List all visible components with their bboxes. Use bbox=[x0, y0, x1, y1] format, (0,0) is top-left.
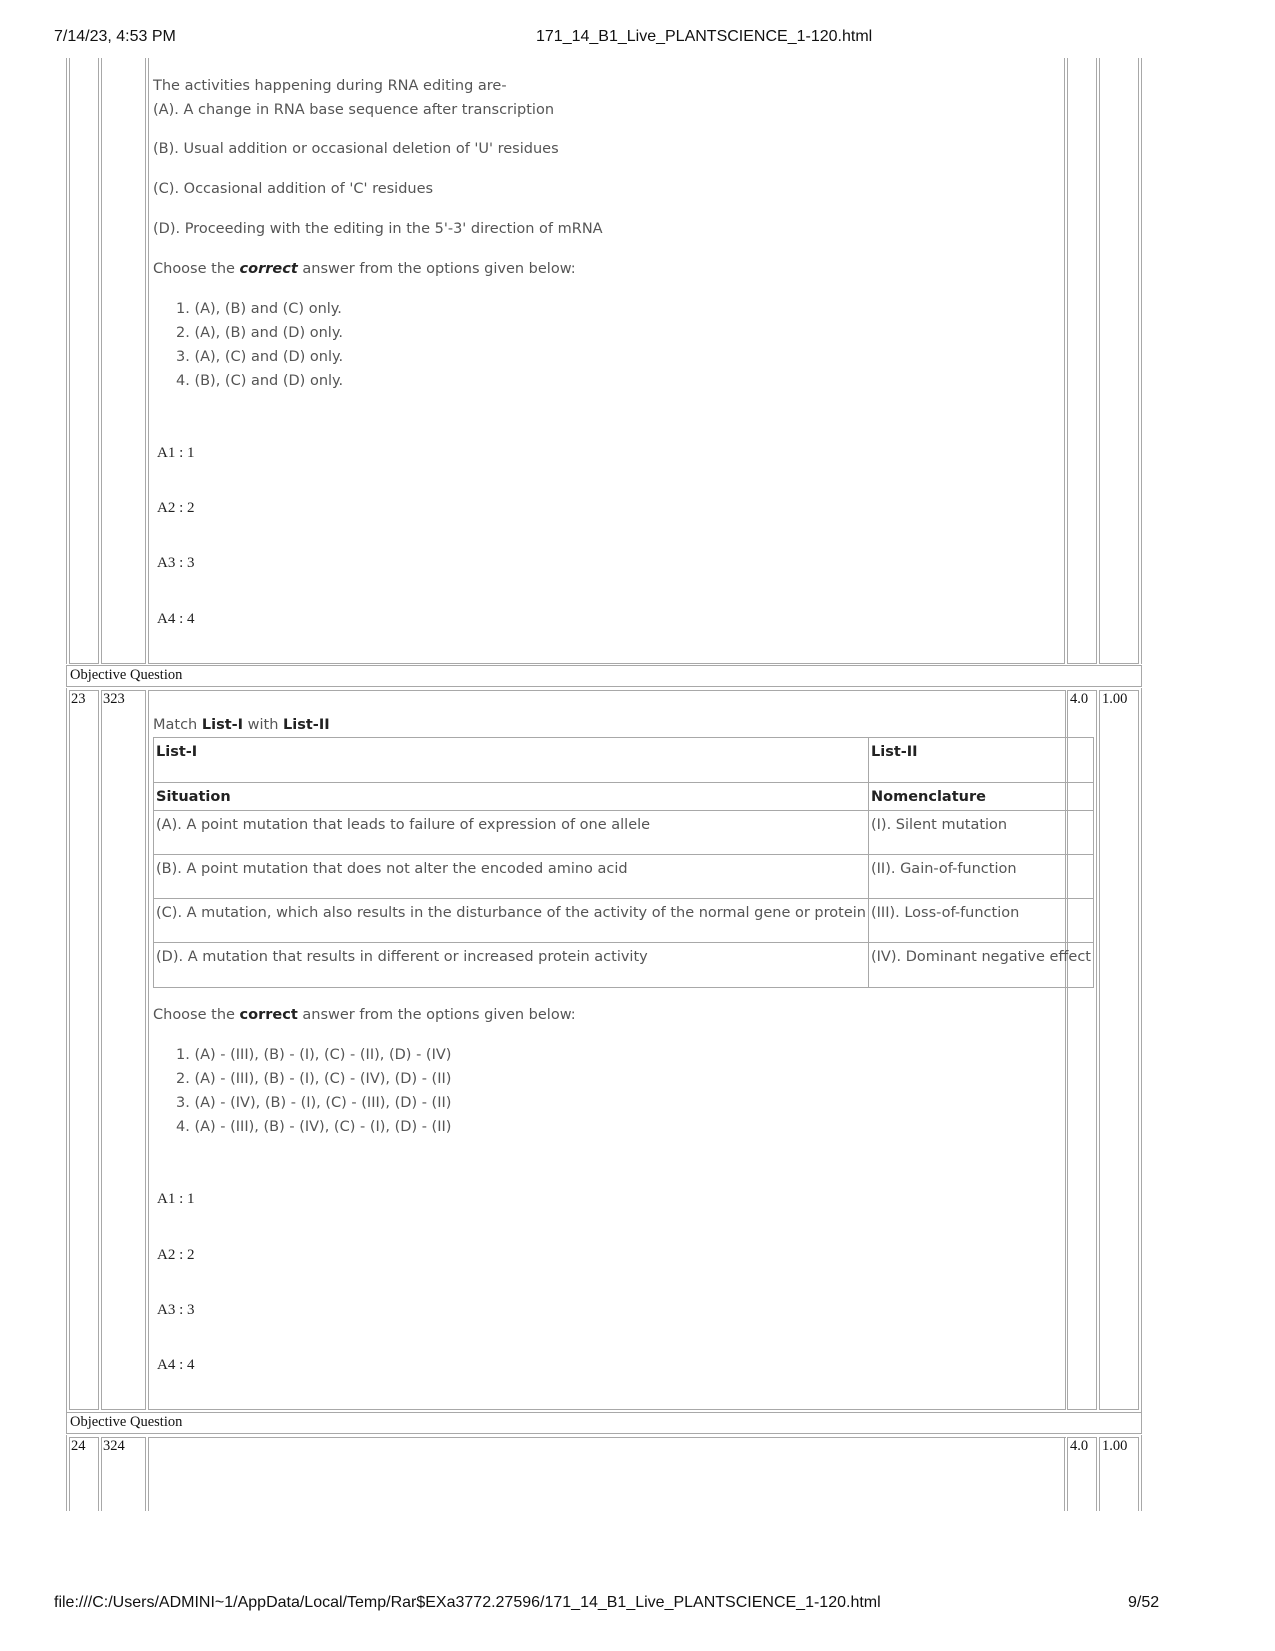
print-datetime: 7/14/23, 4:53 PM bbox=[54, 28, 176, 45]
question-23-instruction: Choose the correct answer from the options given below: bbox=[153, 1007, 576, 1023]
question-22-statement-a: (A). A change in RNA base sequence after transcription bbox=[153, 102, 555, 118]
match-table-header-row bbox=[154, 738, 1094, 783]
question-22-option-2: 2. (A), (B) and (D) only. bbox=[176, 325, 343, 341]
table-cell-nomenclature: (IV). Dominant negative effect bbox=[868, 943, 1093, 988]
table-row bbox=[154, 943, 1094, 988]
question-22-statement-c: (C). Occasional addition of 'C' residues bbox=[153, 181, 434, 197]
question-23-option-1: 1. (A) - (III), (B) - (I), (C) - (II), (D) - (IV) bbox=[176, 1047, 452, 1063]
question-23-option-4: 4. (A) - (III), (B) - (IV), (C) - (I), (D) - (II) bbox=[176, 1119, 452, 1135]
section-label: Objective Question bbox=[70, 1414, 183, 1430]
question-23-answer-3: A3 : 3 bbox=[157, 1302, 195, 1318]
question-22-statement-b: (B). Usual addition or occasional deletion of 'U' residues bbox=[153, 141, 559, 157]
table-cell-situation: (C). A mutation, which also results in the disturbance of the activity of the normal gene or protein bbox=[154, 899, 869, 943]
question-22-option-1: 1. (A), (B) and (C) only. bbox=[176, 301, 342, 317]
question-marks: 4.0 bbox=[1070, 1438, 1089, 1454]
print-filename: 171_14_B1_Live_PLANTSCIENCE_1-120.html bbox=[536, 28, 873, 45]
question-23-answer-1: A1 : 1 bbox=[157, 1191, 195, 1207]
section-label-row bbox=[66, 665, 1142, 687]
question-22-instruction: Choose the correct answer from the options given below: bbox=[153, 261, 576, 277]
question-23-option-3: 3. (A) - (IV), (B) - (I), (C) - (III), (D) - (II) bbox=[176, 1095, 452, 1111]
question-22-answer-3: A3 : 3 bbox=[157, 555, 195, 571]
question-23-stem: Match List-I with List-II bbox=[153, 717, 330, 733]
table-row bbox=[154, 811, 1094, 855]
question-23-answer-4: A4 : 4 bbox=[157, 1357, 195, 1373]
section-label: Objective Question bbox=[70, 667, 183, 683]
question-22-option-4: 4. (B), (C) and (D) only. bbox=[176, 373, 344, 389]
question-23-option-2: 2. (A) - (III), (B) - (I), (C) - (IV), (D) - (II) bbox=[176, 1071, 452, 1087]
match-table bbox=[153, 737, 1094, 988]
question-22-option-3: 3. (A), (C) and (D) only. bbox=[176, 349, 344, 365]
question-22-statement-d: (D). Proceeding with the editing in the 5'-3' direction of mRNA bbox=[153, 221, 603, 237]
table-row bbox=[154, 855, 1094, 899]
table-cell-situation: (A). A point mutation that leads to failure of expression of one allele bbox=[154, 811, 869, 855]
table-cell-nomenclature: (II). Gain-of-function bbox=[868, 855, 1093, 899]
question-serial-number: 23 bbox=[71, 691, 86, 707]
match-table-header-list-ii: List-II bbox=[868, 738, 1093, 783]
question-22-stem: The activities happening during RNA editing are- bbox=[153, 78, 507, 94]
question-22-answer-4: A4 : 4 bbox=[157, 611, 195, 627]
question-22-answer-1: A1 : 1 bbox=[157, 445, 195, 461]
table-cell-nomenclature: (III). Loss-of-function bbox=[868, 899, 1093, 943]
question-marks: 4.0 bbox=[1070, 691, 1089, 707]
question-id: 323 bbox=[103, 691, 125, 707]
question-23-answer-2: A2 : 2 bbox=[157, 1247, 195, 1263]
table-cell-nomenclature: (I). Silent mutation bbox=[868, 811, 1093, 855]
match-table-subheader-situation: Situation bbox=[154, 783, 869, 811]
table-cell-situation: (B). A point mutation that does not alter the encoded amino acid bbox=[154, 855, 869, 899]
question-negative-marks: 1.00 bbox=[1102, 1438, 1128, 1454]
print-page-number: 9/52 bbox=[1128, 1594, 1160, 1611]
section-label-row bbox=[66, 1412, 1142, 1434]
match-table-subheader-row bbox=[154, 783, 1094, 811]
question-22-answer-2: A2 : 2 bbox=[157, 500, 195, 516]
table-cell-situation: (D). A mutation that results in different or increased protein activity bbox=[154, 943, 869, 988]
match-table-header-list-i: List-I bbox=[154, 738, 869, 783]
question-negative-marks: 1.00 bbox=[1102, 691, 1128, 707]
question-id: 324 bbox=[103, 1438, 125, 1454]
table-row bbox=[154, 899, 1094, 943]
print-file-path: file:///C:/Users/ADMINI~1/AppData/Local/Temp/Rar$EXa3772.27596/171_14_B1_Live_PLANTSCIENCE_1-120.html bbox=[54, 1594, 881, 1611]
question-serial-number: 24 bbox=[71, 1438, 86, 1454]
match-table-subheader-nomenclature: Nomenclature bbox=[868, 783, 1093, 811]
